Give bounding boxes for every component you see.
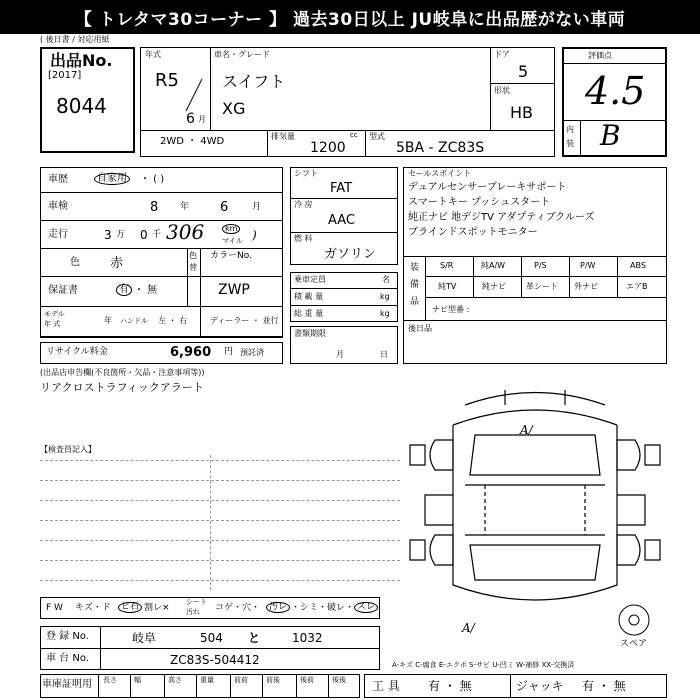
fuel-label: 燃 料 bbox=[294, 234, 313, 243]
sales-points-label: セールスポイント bbox=[408, 169, 472, 178]
shape-value: HB bbox=[510, 103, 534, 122]
floor-rest2: ・シミ・破レ・ bbox=[291, 603, 355, 613]
shape-label: 形状 bbox=[494, 86, 510, 95]
cert-weight: 重量 bbox=[200, 676, 214, 684]
floor-mid: 割レ× bbox=[144, 603, 170, 613]
capacity-unit-1: kg bbox=[380, 292, 390, 301]
floor-sheet-1: シート bbox=[186, 598, 207, 606]
chassis-label: 車 台 No. bbox=[46, 653, 89, 664]
warranty-no: ・ 無 bbox=[134, 285, 158, 296]
registration-num1: 504 bbox=[200, 631, 223, 645]
registration-label: 登 録 No. bbox=[46, 631, 89, 642]
banner: 【 トレタマ30コーナー 】 過去30日以上 JU岐阜に出品歴がない車両 bbox=[0, 0, 700, 34]
exhibitor-note-label: (出品店申告欄(不良箇所・欠品・注意事項等)) bbox=[40, 368, 205, 377]
equip-navi: 純ナビ bbox=[482, 282, 506, 291]
doc-expiry-unit2: 日 bbox=[380, 350, 388, 359]
model-row-label-2: 年 式 bbox=[44, 320, 61, 328]
mileage-mark: ) bbox=[252, 228, 257, 242]
model-row-label-1: モデル bbox=[44, 310, 65, 318]
equip-sr: S/R bbox=[440, 261, 454, 270]
aircon-value: AAC bbox=[328, 213, 355, 228]
capacity-label-2: 総 重 量 bbox=[294, 309, 324, 318]
recycle-unit: 円 bbox=[224, 347, 234, 357]
car-name: スイフト bbox=[222, 72, 286, 91]
history-label: 車歴 bbox=[48, 174, 68, 185]
color-code-label: カラーNo. bbox=[210, 251, 252, 261]
model-year-label: 年式 bbox=[145, 50, 161, 59]
jack-label: ジャッキ bbox=[516, 679, 564, 693]
lot-number: 8044 bbox=[56, 94, 107, 118]
diagram-mark-rear: A/ bbox=[462, 621, 475, 635]
diagram-mark-front: A/ bbox=[520, 423, 533, 437]
floor-fw: F W bbox=[46, 603, 63, 613]
sales-point-3: 純正ナビ 地デジTV アダプティブクルーズ bbox=[408, 212, 595, 223]
equipment-label-3: 品 bbox=[410, 297, 420, 307]
equip-pw: P/W bbox=[580, 261, 596, 270]
inspection-month-unit: 月 bbox=[252, 202, 262, 212]
mileage-sen: 0 bbox=[140, 228, 148, 242]
equip-ext-navi: 外ナビ bbox=[574, 282, 598, 291]
model-year-era: R5 bbox=[155, 70, 179, 91]
cert-label: 車庫証明用 bbox=[42, 679, 92, 690]
jack-value: 有 ・ 無 bbox=[582, 679, 626, 693]
dealer-value: ディーラー ・ 並行 bbox=[210, 316, 279, 325]
damage-legend: A-キズ C-腐食 E-エクボ S-サビ U-凹ミ W-補修 XX-交換済 bbox=[392, 661, 575, 669]
inspector-label: 【検査員記入】 bbox=[40, 445, 96, 454]
interior-value: B bbox=[600, 119, 621, 152]
history-value: 自家用 bbox=[94, 173, 130, 185]
interior-label-1: 内 bbox=[566, 125, 574, 134]
sales-point-2: スマートキー プッシュスタート bbox=[408, 197, 551, 208]
mileage-unit-km: km bbox=[222, 224, 240, 234]
cert-rf: 後前 bbox=[300, 676, 314, 684]
history-rest: ・ ( ) bbox=[140, 174, 165, 185]
inspection-label: 車検 bbox=[48, 201, 68, 212]
equip-tv: 純TV bbox=[438, 282, 457, 291]
displacement-label: 排気量 bbox=[271, 132, 295, 141]
registration-num2: 1032 bbox=[292, 631, 323, 645]
capacity-unit-0: 名 bbox=[382, 275, 390, 284]
color-change-label-2: 替 bbox=[189, 263, 197, 272]
interior-label-2: 装 bbox=[566, 139, 574, 148]
model-code-label: 型式 bbox=[369, 132, 385, 141]
year-slash bbox=[180, 75, 210, 115]
registration-kana: と bbox=[248, 631, 261, 645]
recycle-label: リサイクル料金 bbox=[46, 347, 108, 357]
car-diagram bbox=[405, 385, 667, 635]
drive-type: 2WD ・ 4WD bbox=[160, 136, 225, 147]
nav-model-label: ナビ型番 : bbox=[432, 305, 470, 314]
doc-expiry-label: 書類期限 bbox=[294, 329, 326, 338]
spare-label: スペア bbox=[620, 639, 648, 649]
score-value: 4.5 bbox=[585, 69, 646, 113]
exhibitor-note-value: リアクロストラフィックアラート bbox=[40, 381, 204, 394]
cert-ff: 前前 bbox=[234, 676, 248, 684]
doors-label: ドア bbox=[494, 50, 510, 59]
floor-circled3: スレ bbox=[354, 602, 378, 613]
car-grade: XG bbox=[222, 99, 246, 118]
shift-value: FAT bbox=[330, 181, 353, 196]
equip-ps: P/S bbox=[534, 261, 547, 270]
floor-items: キズ・ド bbox=[75, 603, 111, 613]
displacement-unit: cc bbox=[350, 131, 358, 139]
mileage-label: 走行 bbox=[48, 229, 68, 240]
lot-label: 出品No. bbox=[50, 51, 113, 70]
lot-year: [2017] bbox=[48, 70, 82, 81]
inspection-year: 8 bbox=[150, 200, 159, 215]
capacity-unit-2: kg bbox=[380, 309, 390, 318]
color-label: 色 bbox=[70, 257, 80, 268]
mileage-unit-mile: マイル bbox=[222, 237, 243, 245]
top-note: ( 後日書 / 対応用紙 bbox=[40, 35, 110, 44]
cert-width: 幅 bbox=[134, 676, 141, 684]
aircon-label: 冷 房 bbox=[294, 200, 313, 209]
mileage-man: 3 bbox=[104, 228, 112, 242]
later-input-label: 後日品 bbox=[408, 324, 432, 333]
tools-label: 工 具 bbox=[372, 679, 400, 693]
inspection-year-unit: 年 bbox=[180, 202, 190, 212]
equip-leather: 革シート bbox=[526, 282, 558, 291]
tools-value: 有 ・ 無 bbox=[428, 679, 472, 693]
equip-aw: 純A/W bbox=[481, 261, 506, 270]
doc-expiry-unit: 月 bbox=[336, 350, 344, 359]
equip-airbag: エアB bbox=[626, 282, 648, 291]
capacity-label-1: 積 載 量 bbox=[294, 292, 324, 301]
warranty-yes: 有 bbox=[116, 284, 132, 296]
floor-circled2: 汚レ bbox=[266, 602, 290, 613]
mileage-sen-unit: 千 bbox=[152, 230, 162, 240]
equip-abs: ABS bbox=[630, 261, 646, 270]
score-label: 評価点 bbox=[588, 51, 612, 60]
color-change-label-1: 色 bbox=[189, 251, 197, 260]
model-year-month: 6 bbox=[186, 111, 195, 127]
model-row-year-unit: 年 bbox=[104, 316, 112, 325]
model-code-value: 5BA - ZC83S bbox=[396, 140, 485, 156]
color-value: 赤 bbox=[110, 256, 124, 271]
floor-rest: コゲ・穴・ bbox=[215, 603, 261, 613]
warranty-label: 保証書 bbox=[48, 285, 78, 296]
displacement-value: 1200 bbox=[310, 140, 346, 156]
shift-label: シフト bbox=[294, 169, 318, 178]
cert-height: 高さ bbox=[168, 676, 182, 684]
recycle-note: 預託済 bbox=[240, 348, 264, 357]
handle-label: ハンドル bbox=[120, 317, 148, 325]
recycle-value: 6,960 bbox=[170, 345, 212, 360]
mileage-written: 306 bbox=[166, 220, 205, 244]
doors-value: 5 bbox=[518, 62, 529, 81]
chassis-value: ZC83S-504412 bbox=[170, 653, 260, 667]
model-year-month-unit: 月 bbox=[198, 115, 206, 124]
cert-length: 長さ bbox=[103, 676, 117, 684]
floor-circled: ビ石 bbox=[118, 602, 142, 613]
sales-point-1: デュアルセンサーブレーキサポート bbox=[408, 182, 567, 193]
fuel-value: ガソリン bbox=[324, 247, 377, 262]
handle-value: 左 ・ 右 bbox=[158, 316, 188, 325]
car-name-label: 車名・グレード bbox=[214, 50, 270, 59]
color-code-value: ZWP bbox=[218, 282, 250, 298]
sales-point-4: ブラインドスポットモニター bbox=[408, 227, 538, 238]
equipment-label-2: 備 bbox=[410, 280, 420, 290]
spare-tire-icon bbox=[616, 602, 652, 638]
cert-rr: 後後 bbox=[332, 676, 346, 684]
registration-place: 岐阜 bbox=[132, 631, 157, 645]
mileage-man-unit: 万 bbox=[116, 230, 126, 240]
cert-fr: 前後 bbox=[266, 676, 280, 684]
capacity-label-0: 乗車定員 bbox=[294, 275, 326, 284]
floor-sheet-2: 汚れ bbox=[186, 608, 200, 616]
inspection-month: 6 bbox=[220, 200, 229, 215]
equipment-label-1: 装 bbox=[410, 263, 420, 273]
